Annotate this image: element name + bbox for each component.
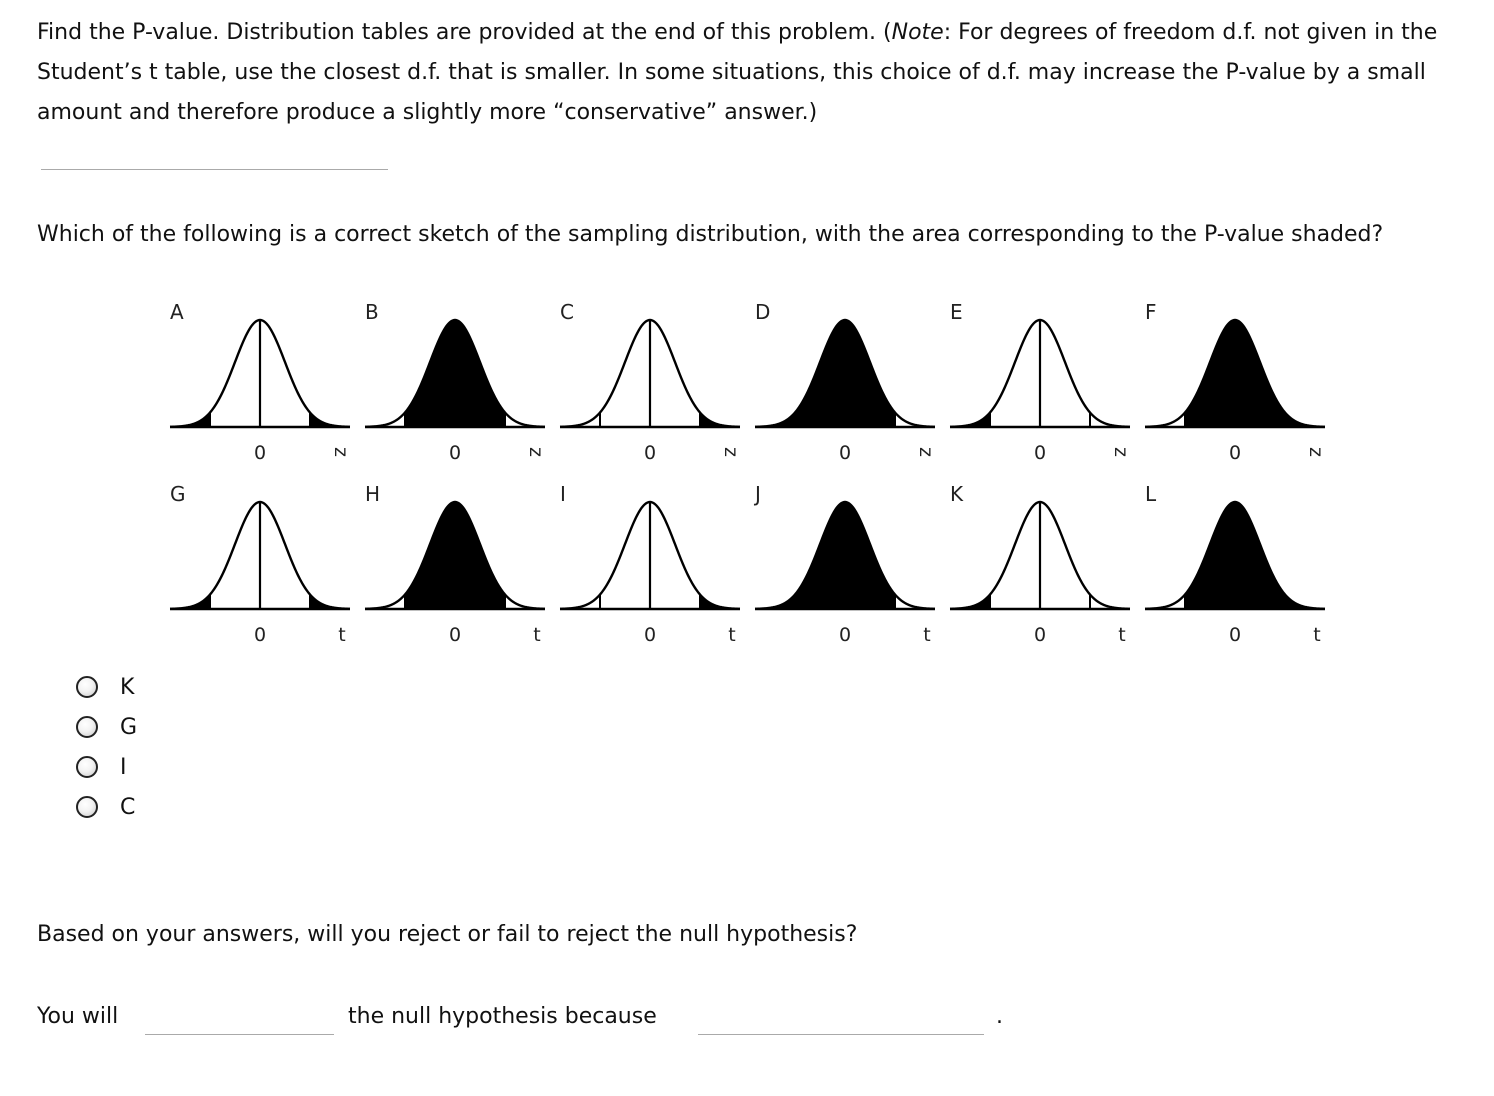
statistic-label: z bbox=[720, 447, 742, 457]
decision-answer-input[interactable] bbox=[145, 1034, 334, 1035]
sentence-period: . bbox=[996, 1004, 1003, 1029]
choice-option-c[interactable] bbox=[73, 788, 273, 828]
sketch-panel-g bbox=[160, 477, 345, 647]
sketch-panel-h bbox=[355, 477, 540, 647]
center-zero-label: 0 bbox=[253, 624, 267, 646]
pvalue-answer-input[interactable] bbox=[41, 169, 388, 170]
sketch-question: Which of the following is a correct sketch of the sampling distribution, with the area corresponding to the P-value shaded? bbox=[37, 222, 1384, 247]
normal-curve-graphic bbox=[355, 477, 545, 647]
sketch-panel-letter: D bbox=[755, 300, 771, 324]
radio-button[interactable] bbox=[76, 676, 98, 698]
choice-option-k[interactable] bbox=[73, 668, 273, 708]
normal-curve-graphic bbox=[1135, 477, 1325, 647]
choice-label: K bbox=[120, 675, 135, 700]
center-zero-label: 0 bbox=[838, 442, 852, 464]
radio-button[interactable] bbox=[76, 756, 98, 778]
radio-button[interactable] bbox=[76, 716, 98, 738]
normal-curve-graphic bbox=[745, 295, 935, 465]
sketch-panel-l bbox=[1135, 477, 1320, 647]
problem-intro bbox=[37, 13, 1467, 133]
reason-answer-input[interactable] bbox=[698, 1034, 984, 1035]
intro-text-2: : For degrees of freedom d.f. not given in the Student’s t table, use the closest d.f. that is smaller. In some situations, this choice of d.f. may increase the P-value by a small amount and therefore produce a slightly more “conservative” answer.) bbox=[37, 20, 1438, 125]
normal-curve-graphic bbox=[550, 477, 740, 647]
sketch-panel-a bbox=[160, 295, 352, 465]
normal-curve-graphic bbox=[550, 295, 740, 465]
normal-curve-graphic bbox=[160, 295, 350, 465]
choice-label: G bbox=[120, 715, 138, 740]
center-zero-label: 0 bbox=[448, 624, 462, 646]
sketch-panel-i bbox=[550, 477, 735, 647]
sketch-panel-letter: G bbox=[170, 482, 186, 506]
conclusion-question: Based on your answers, will you reject or fail to reject the null hypothesis? bbox=[37, 922, 858, 947]
normal-curve-graphic bbox=[745, 477, 935, 647]
statistic-label: z bbox=[1305, 447, 1327, 457]
statistic-label: z bbox=[1110, 447, 1132, 457]
center-zero-label: 0 bbox=[448, 442, 462, 464]
statistic-label: z bbox=[915, 447, 937, 457]
sketch-panel-letter: A bbox=[170, 300, 184, 324]
sketch-panel-letter: I bbox=[560, 482, 566, 506]
sketch-panel-k bbox=[940, 477, 1125, 647]
sketch-panel-letter: L bbox=[1145, 482, 1157, 506]
center-zero-label: 0 bbox=[643, 442, 657, 464]
sketch-panel-f bbox=[1135, 295, 1327, 465]
radio-button[interactable] bbox=[76, 796, 98, 818]
statistic-label: t bbox=[1313, 624, 1321, 646]
center-zero-label: 0 bbox=[1228, 624, 1242, 646]
sketch-panel-letter: B bbox=[365, 300, 379, 324]
center-zero-label: 0 bbox=[838, 624, 852, 646]
normal-curve-graphic bbox=[1135, 295, 1325, 465]
sketch-panel-c bbox=[550, 295, 742, 465]
choice-option-i[interactable] bbox=[73, 748, 273, 788]
statistic-label: z bbox=[330, 447, 352, 457]
normal-curve-graphic bbox=[940, 477, 1130, 647]
statistic-label: t bbox=[728, 624, 736, 646]
normal-curve-graphic bbox=[160, 477, 350, 647]
choice-option-g[interactable] bbox=[73, 708, 273, 748]
sketch-panel-letter: C bbox=[560, 300, 574, 324]
you-will-label: You will bbox=[37, 1004, 119, 1029]
choice-label: C bbox=[120, 795, 136, 820]
choice-label: I bbox=[120, 755, 127, 780]
sketch-panel-letter: H bbox=[365, 482, 381, 506]
sketch-panel-d bbox=[745, 295, 937, 465]
sketch-panel-e bbox=[940, 295, 1132, 465]
because-label: the null hypothesis because bbox=[348, 1004, 657, 1029]
center-zero-label: 0 bbox=[253, 442, 267, 464]
sketch-panel-letter: J bbox=[755, 482, 761, 506]
sketch-panel-j bbox=[745, 477, 930, 647]
statistic-label: t bbox=[533, 624, 541, 646]
intro-text-1: Find the P-value. Distribution tables are provided at the end of this problem. ( bbox=[37, 20, 892, 45]
normal-curve-graphic bbox=[940, 295, 1130, 465]
statistic-label: t bbox=[338, 624, 346, 646]
sketch-panel-letter: F bbox=[1145, 300, 1157, 324]
sketch-panel-b bbox=[355, 295, 547, 465]
center-zero-label: 0 bbox=[1033, 624, 1047, 646]
normal-curve-graphic bbox=[355, 295, 545, 465]
center-zero-label: 0 bbox=[1033, 442, 1047, 464]
center-zero-label: 0 bbox=[1228, 442, 1242, 464]
sketch-panel-letter: E bbox=[950, 300, 963, 324]
statistic-label: t bbox=[1118, 624, 1126, 646]
statistic-label: z bbox=[525, 447, 547, 457]
center-zero-label: 0 bbox=[643, 624, 657, 646]
sketch-panel-letter: K bbox=[950, 482, 964, 506]
note-word: Note bbox=[891, 20, 944, 45]
statistic-label: t bbox=[923, 624, 931, 646]
